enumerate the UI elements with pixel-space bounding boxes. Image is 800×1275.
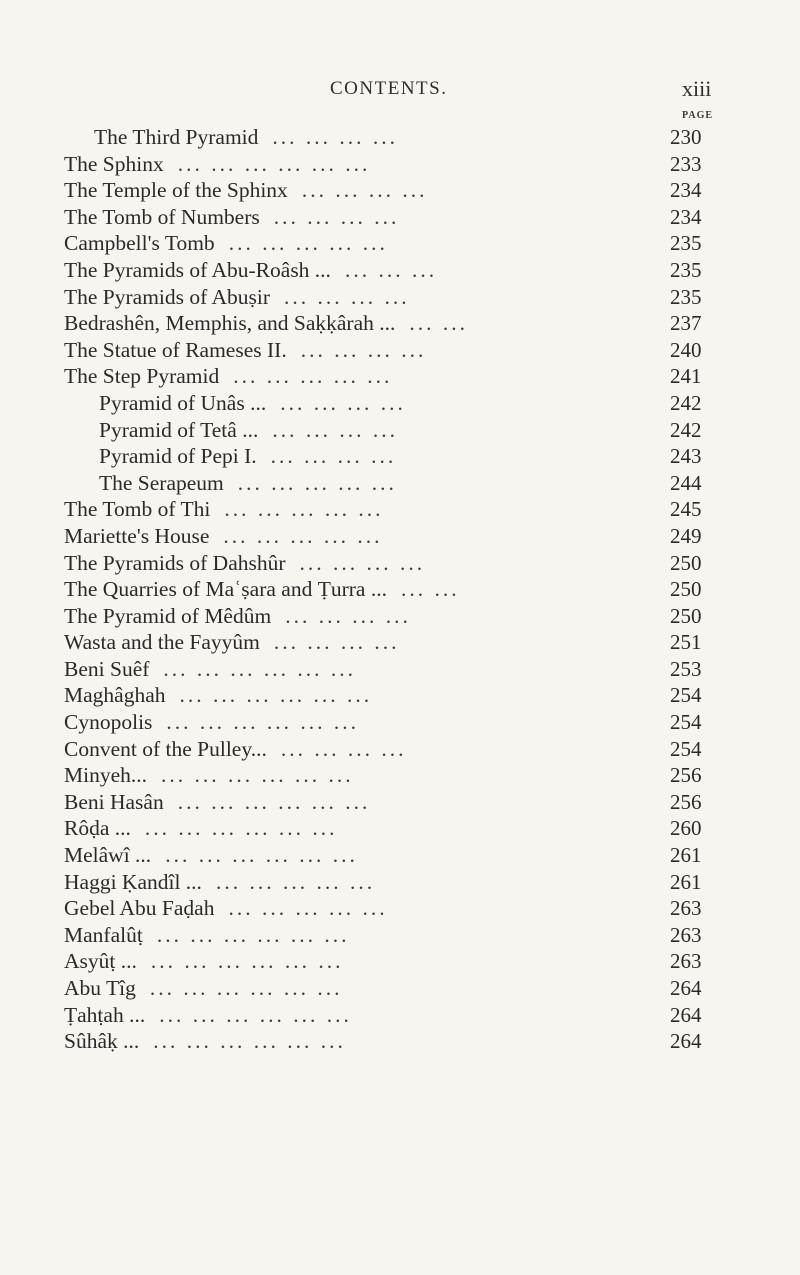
toc-entry-page: 230 xyxy=(670,125,702,149)
toc-entry xyxy=(64,842,714,869)
page-column-label: PAGE xyxy=(682,110,714,121)
toc-entry-title: Pyramid of Unâs ... xyxy=(99,390,267,415)
toc-entry-title: Wasta and the Fayyûm xyxy=(64,630,260,655)
toc-entry-leader: ... ... ... ... xyxy=(280,390,406,415)
toc-entry-page: 253 xyxy=(670,656,702,681)
toc-entry-page: 241 xyxy=(670,364,702,389)
toc-entry-title: The Statue of Rameses II. xyxy=(64,337,287,362)
toc-entry-page: 263 xyxy=(670,896,702,921)
toc-entry-title: Asyûṭ ... xyxy=(64,949,137,974)
toc-entry xyxy=(64,922,714,949)
toc-entry xyxy=(64,284,714,311)
toc-entry-page: 250 xyxy=(670,577,702,602)
toc-entry xyxy=(64,204,714,231)
toc-entry-page: 234 xyxy=(670,204,702,229)
toc-entry xyxy=(64,682,714,709)
toc-entry-leader: ... ... ... ... xyxy=(300,337,427,362)
toc-entry-title: Gebel Abu Faḍah xyxy=(64,896,215,921)
toc-entry xyxy=(64,629,714,656)
toc-entry xyxy=(64,257,714,284)
toc-entry-title: Sûhâḳ ... xyxy=(64,1029,140,1054)
toc-entry-page: 260 xyxy=(670,816,702,841)
toc-entry-page: 244 xyxy=(670,470,702,495)
toc-entry-title: Minyeh... xyxy=(64,763,148,788)
toc-entry-leader: ... ... ... ... xyxy=(272,417,398,442)
toc-entry-leader: ... ... ... ... ... ... xyxy=(177,789,371,814)
toc-entry-leader: ... ... ... ... ... xyxy=(237,470,397,495)
toc-entry-leader: ... ... ... ... ... ... xyxy=(159,1002,352,1027)
toc-entry-title: The Step Pyramid xyxy=(64,364,220,389)
toc-entry xyxy=(64,789,714,816)
toc-entry-page: 242 xyxy=(670,390,702,415)
toc-entry-page: 250 xyxy=(670,550,702,575)
toc-entry-page: 243 xyxy=(670,444,702,469)
toc-entry-page: 237 xyxy=(670,311,702,336)
toc-entry-leader: ... ... ... ... ... ... xyxy=(153,1029,346,1054)
toc-entry xyxy=(64,948,714,975)
toc-entry-title: Bedrashên, Memphis, and Saḳḳârah ... xyxy=(64,311,396,336)
toc-entry xyxy=(64,337,714,364)
toc-entry-leader: ... ... ... ... xyxy=(301,178,428,203)
toc-entry-title: The Temple of the Sphinx xyxy=(64,178,288,203)
toc-entry-leader: ... ... ... ... xyxy=(273,204,400,229)
toc-entry-page: 263 xyxy=(670,922,702,947)
toc-entry-title: Melâwî ... xyxy=(64,843,152,868)
toc-entry-leader: ... ... ... ... ... xyxy=(228,231,388,256)
toc-entry-leader: ... ... ... ... xyxy=(272,125,399,149)
toc-entry-title: Abu Tîg xyxy=(64,976,136,1000)
toc-entry-page: 251 xyxy=(670,630,702,655)
page-folio: xiii xyxy=(682,76,712,101)
toc-entry xyxy=(64,390,714,417)
toc-entry-title: Cynopolis xyxy=(64,710,153,735)
toc-entry xyxy=(64,151,714,178)
toc-entry-title: Maghâghah xyxy=(64,683,166,708)
toc-entry-title: The Pyramids of Abu-Roâsh ... xyxy=(64,257,331,282)
toc-entry-page: 242 xyxy=(670,417,702,442)
toc-entry-title: Haggi Ḳandîl ... xyxy=(64,869,202,894)
toc-entry xyxy=(64,869,714,896)
toc-entry xyxy=(64,417,714,444)
toc-entry xyxy=(64,1002,714,1029)
toc-entry xyxy=(64,895,714,922)
toc-entry-title: Campbell's Tomb xyxy=(64,231,215,256)
toc-entry-leader: ... ... ... ... ... xyxy=(228,896,388,921)
toc-entry-title: The Serapeum xyxy=(99,470,224,495)
toc-entry-title: The Sphinx xyxy=(64,151,164,176)
toc-entry-title: The Pyramids of Dahshûr xyxy=(64,550,286,575)
toc-entry-leader: ... ... ... ... xyxy=(273,630,400,655)
toc-entry-leader: ... ... ... ... ... ... xyxy=(149,976,343,1000)
toc-entry xyxy=(64,736,714,763)
toc-entry xyxy=(64,550,714,577)
toc-entry xyxy=(64,523,714,550)
toc-entry-leader: ... ... ... ... ... xyxy=(223,523,383,548)
toc-entry-title: The Tomb of Thi xyxy=(64,497,211,522)
toc-entry-page: 261 xyxy=(670,843,702,868)
toc-entry xyxy=(64,443,714,470)
toc-entry xyxy=(64,709,714,736)
toc-entry xyxy=(64,363,714,390)
toc-entry-page: 264 xyxy=(670,1029,702,1054)
toc-entry-title: Beni Hasân xyxy=(64,789,164,814)
toc-entry-leader: ... ... ... ... xyxy=(299,550,426,575)
toc-entry-page: 240 xyxy=(670,337,702,362)
toc-entry xyxy=(64,310,714,337)
toc-entry-title: The Pyramids of Abuṣir xyxy=(64,284,271,309)
toc-entry-leader: ... ... ... ... xyxy=(285,603,411,628)
toc-entry-page: 245 xyxy=(670,497,702,522)
toc-entry-page: 249 xyxy=(670,523,702,548)
toc-entry-page: 263 xyxy=(670,949,702,974)
toc-entry-leader: ... ... ... ... ... xyxy=(233,364,393,389)
toc-entry-leader: ... ... ... ... xyxy=(284,284,410,309)
toc-entry xyxy=(64,470,714,497)
toc-entry-page: 264 xyxy=(670,976,702,1000)
toc-entry-title: Mariette's House xyxy=(64,523,210,548)
toc-entry-leader: ... ... ... ... ... ... xyxy=(144,816,338,841)
toc-entry-leader: ... ... ... ... ... ... xyxy=(161,763,354,788)
toc-entry xyxy=(64,576,714,603)
running-head-title: CONTENTS. xyxy=(330,78,448,99)
toc-entry-leader: ... ... ... ... ... ... xyxy=(179,683,373,708)
toc-entry-page: 254 xyxy=(670,710,702,735)
toc-entry-title: Ṭahṭah ... xyxy=(64,1002,146,1027)
toc-entry xyxy=(64,815,714,842)
toc-entry-leader: ... ... ... ... ... xyxy=(224,497,384,522)
toc-entry xyxy=(64,603,714,630)
toc-entry-title: Convent of the Pulley... xyxy=(64,736,267,761)
toc-entry xyxy=(64,1028,714,1055)
toc-entry-title: Pyramid of Tetâ ... xyxy=(99,417,259,442)
toc-entry-title: Pyramid of Pepi I. xyxy=(99,444,257,469)
toc-entry-leader: ... ... ... ... ... ... xyxy=(166,710,360,735)
toc-entry-leader: ... ... ... ... xyxy=(280,736,407,761)
toc-entry-leader: ... ... ... ... ... ... xyxy=(165,843,358,868)
toc-entry-title: The Third Pyramid xyxy=(94,125,259,149)
toc-entry-page: 234 xyxy=(670,178,702,203)
toc-entry-page: 256 xyxy=(670,789,702,814)
toc-entry xyxy=(64,177,714,204)
toc-entry xyxy=(64,124,714,151)
toc-entry-leader: ... ... ... ... ... ... xyxy=(163,656,357,681)
toc-entry-title: Manfalûṭ xyxy=(64,922,143,947)
toc-entry-page: 256 xyxy=(670,763,702,788)
running-head xyxy=(0,78,800,108)
toc-entry-page: 235 xyxy=(670,257,702,282)
toc-entry-leader: ... ... ... ... ... ... xyxy=(150,949,344,974)
toc-entry-title: The Quarries of Maʿṣara and Ṭurra ... xyxy=(64,577,387,602)
toc-entry-page: 233 xyxy=(670,151,702,176)
toc-entry xyxy=(64,975,714,1002)
table-of-contents xyxy=(64,124,714,1055)
toc-entry-page: 261 xyxy=(670,869,702,894)
toc-entry-page: 235 xyxy=(670,284,702,309)
toc-entry-leader: ... ... ... ... ... ... xyxy=(177,151,371,176)
toc-entry-title: Beni Suêf xyxy=(64,656,150,681)
toc-entry xyxy=(64,656,714,683)
toc-entry-title: The Pyramid of Mêdûm xyxy=(64,603,272,628)
toc-entry-page: 235 xyxy=(670,231,702,256)
toc-entry-leader: ... ... ... ... xyxy=(270,444,397,469)
toc-entry xyxy=(64,496,714,523)
toc-entry-leader: ... ... ... xyxy=(344,257,438,282)
toc-entry-leader: ... ... ... ... ... xyxy=(215,869,376,894)
toc-entry-page: 250 xyxy=(670,603,702,628)
toc-entry-leader: ... ... xyxy=(409,311,469,336)
toc-entry xyxy=(64,762,714,789)
toc-entry-page: 264 xyxy=(670,1002,702,1027)
toc-entry-leader: ... ... xyxy=(400,577,460,602)
toc-entry-title: The Tomb of Numbers xyxy=(64,204,260,229)
toc-entry-page: 254 xyxy=(670,736,702,761)
toc-entry-title: Rôḍa ... xyxy=(64,816,131,841)
toc-entry-leader: ... ... ... ... ... ... xyxy=(156,922,350,947)
toc-entry-page: 254 xyxy=(670,683,702,708)
toc-entry xyxy=(64,230,714,257)
